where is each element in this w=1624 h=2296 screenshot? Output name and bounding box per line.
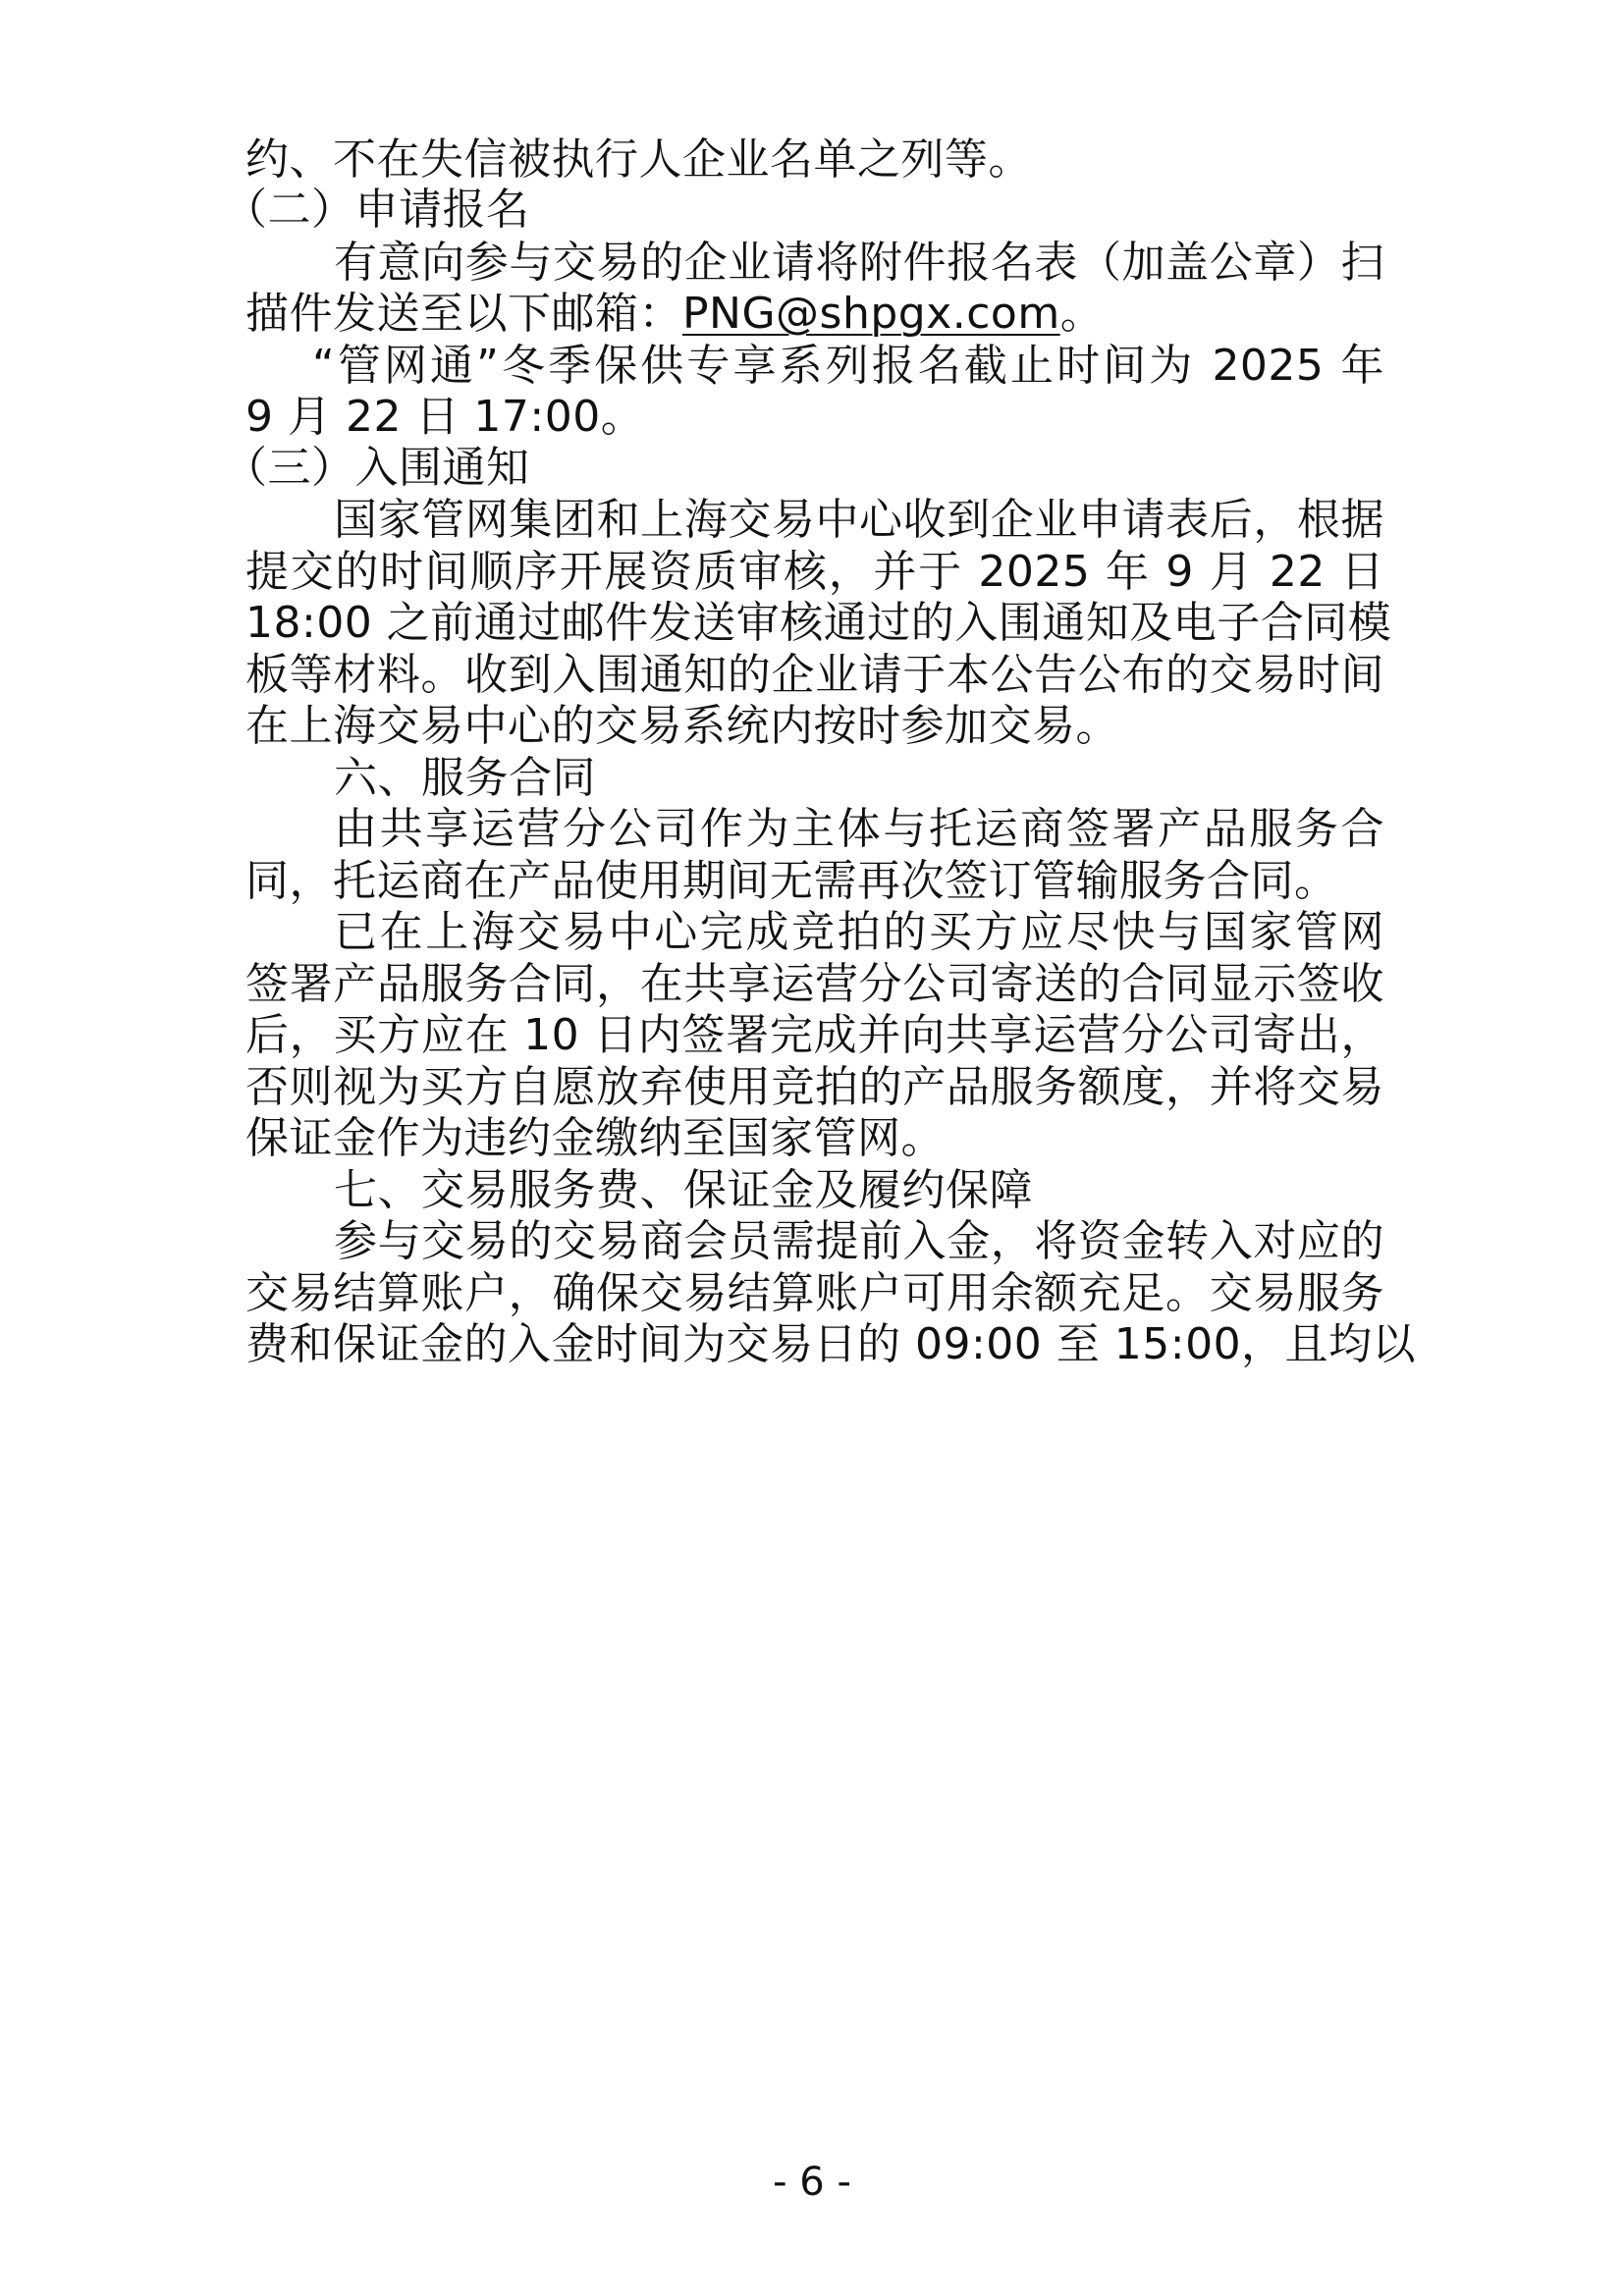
text-line: 9 月 22 日 17:00。 <box>245 392 645 442</box>
text-line: 参与交易的交易商会员需提前入金，将资金转入对应的 <box>334 1216 1384 1266</box>
section-heading: （二）申请报名 <box>224 185 530 235</box>
text-span: 。 <box>1059 289 1105 339</box>
section-heading: 七、交易服务费、保证金及履约保障 <box>334 1165 1033 1215</box>
section-heading: 六、服务合同 <box>334 753 596 803</box>
email-link[interactable]: PNG@shpgx.com <box>682 289 1060 339</box>
text-line: 否则视为买方自愿放弃使用竞拍的产品服务额度，并将交易 <box>245 1062 1384 1112</box>
text-span: 描件发送至以下邮箱： <box>245 289 682 339</box>
section-heading: （三）入围通知 <box>224 443 530 493</box>
text-line: 交易结算账户，确保交易结算账户可用余额充足。交易服务 <box>245 1268 1384 1318</box>
text-line: 由共享运营分公司作为主体与托运商签署产品服务合 <box>334 804 1384 854</box>
email-line <box>245 285 1384 344</box>
text-line: 已在上海交易中心完成竞拍的买方应尽快与国家管网 <box>334 907 1384 957</box>
text-line: 约、不在失信被执行人企业名单之列等。 <box>245 134 1032 185</box>
text-line: 在上海交易中心的交易系统内按时参加交易。 <box>245 701 1119 751</box>
text-line: 签署产品服务合同，在共享运营分公司寄送的合同显示签收 <box>245 959 1384 1009</box>
page-number: - 6 - <box>773 2160 851 2205</box>
text-line: 后，买方应在 10 日内签署完成并向共享运营分公司寄出， <box>245 1010 1384 1060</box>
text-line: 提交的时间顺序开展资质审核，并于 2025 年 9 月 22 日 <box>245 547 1384 597</box>
text-line: 有意向参与交易的企业请将附件报名表（加盖公章）扫 <box>334 238 1384 288</box>
text-line: 国家管网集团和上海交易中心收到企业申请表后，根据 <box>334 495 1384 545</box>
text-line: 板等材料。收到入围通知的企业请于本公告公布的交易时间 <box>245 650 1384 700</box>
text-line: “管网通”冬季保供专享系列报名截止时间为 2025 年 <box>312 341 1384 391</box>
text-line: 同，托运商在产品使用期间无需再次签订管输服务合同。 <box>245 856 1338 906</box>
text-line: 费和保证金的入金时间为交易日的 09:00 至 15:00，且均以 <box>245 1319 1417 1369</box>
text-line: 保证金作为违约金缴纳至国家管网。 <box>245 1113 945 1163</box>
text-line: 18:00 之前通过邮件发送审核通过的入围通知及电子合同模 <box>245 598 1392 648</box>
